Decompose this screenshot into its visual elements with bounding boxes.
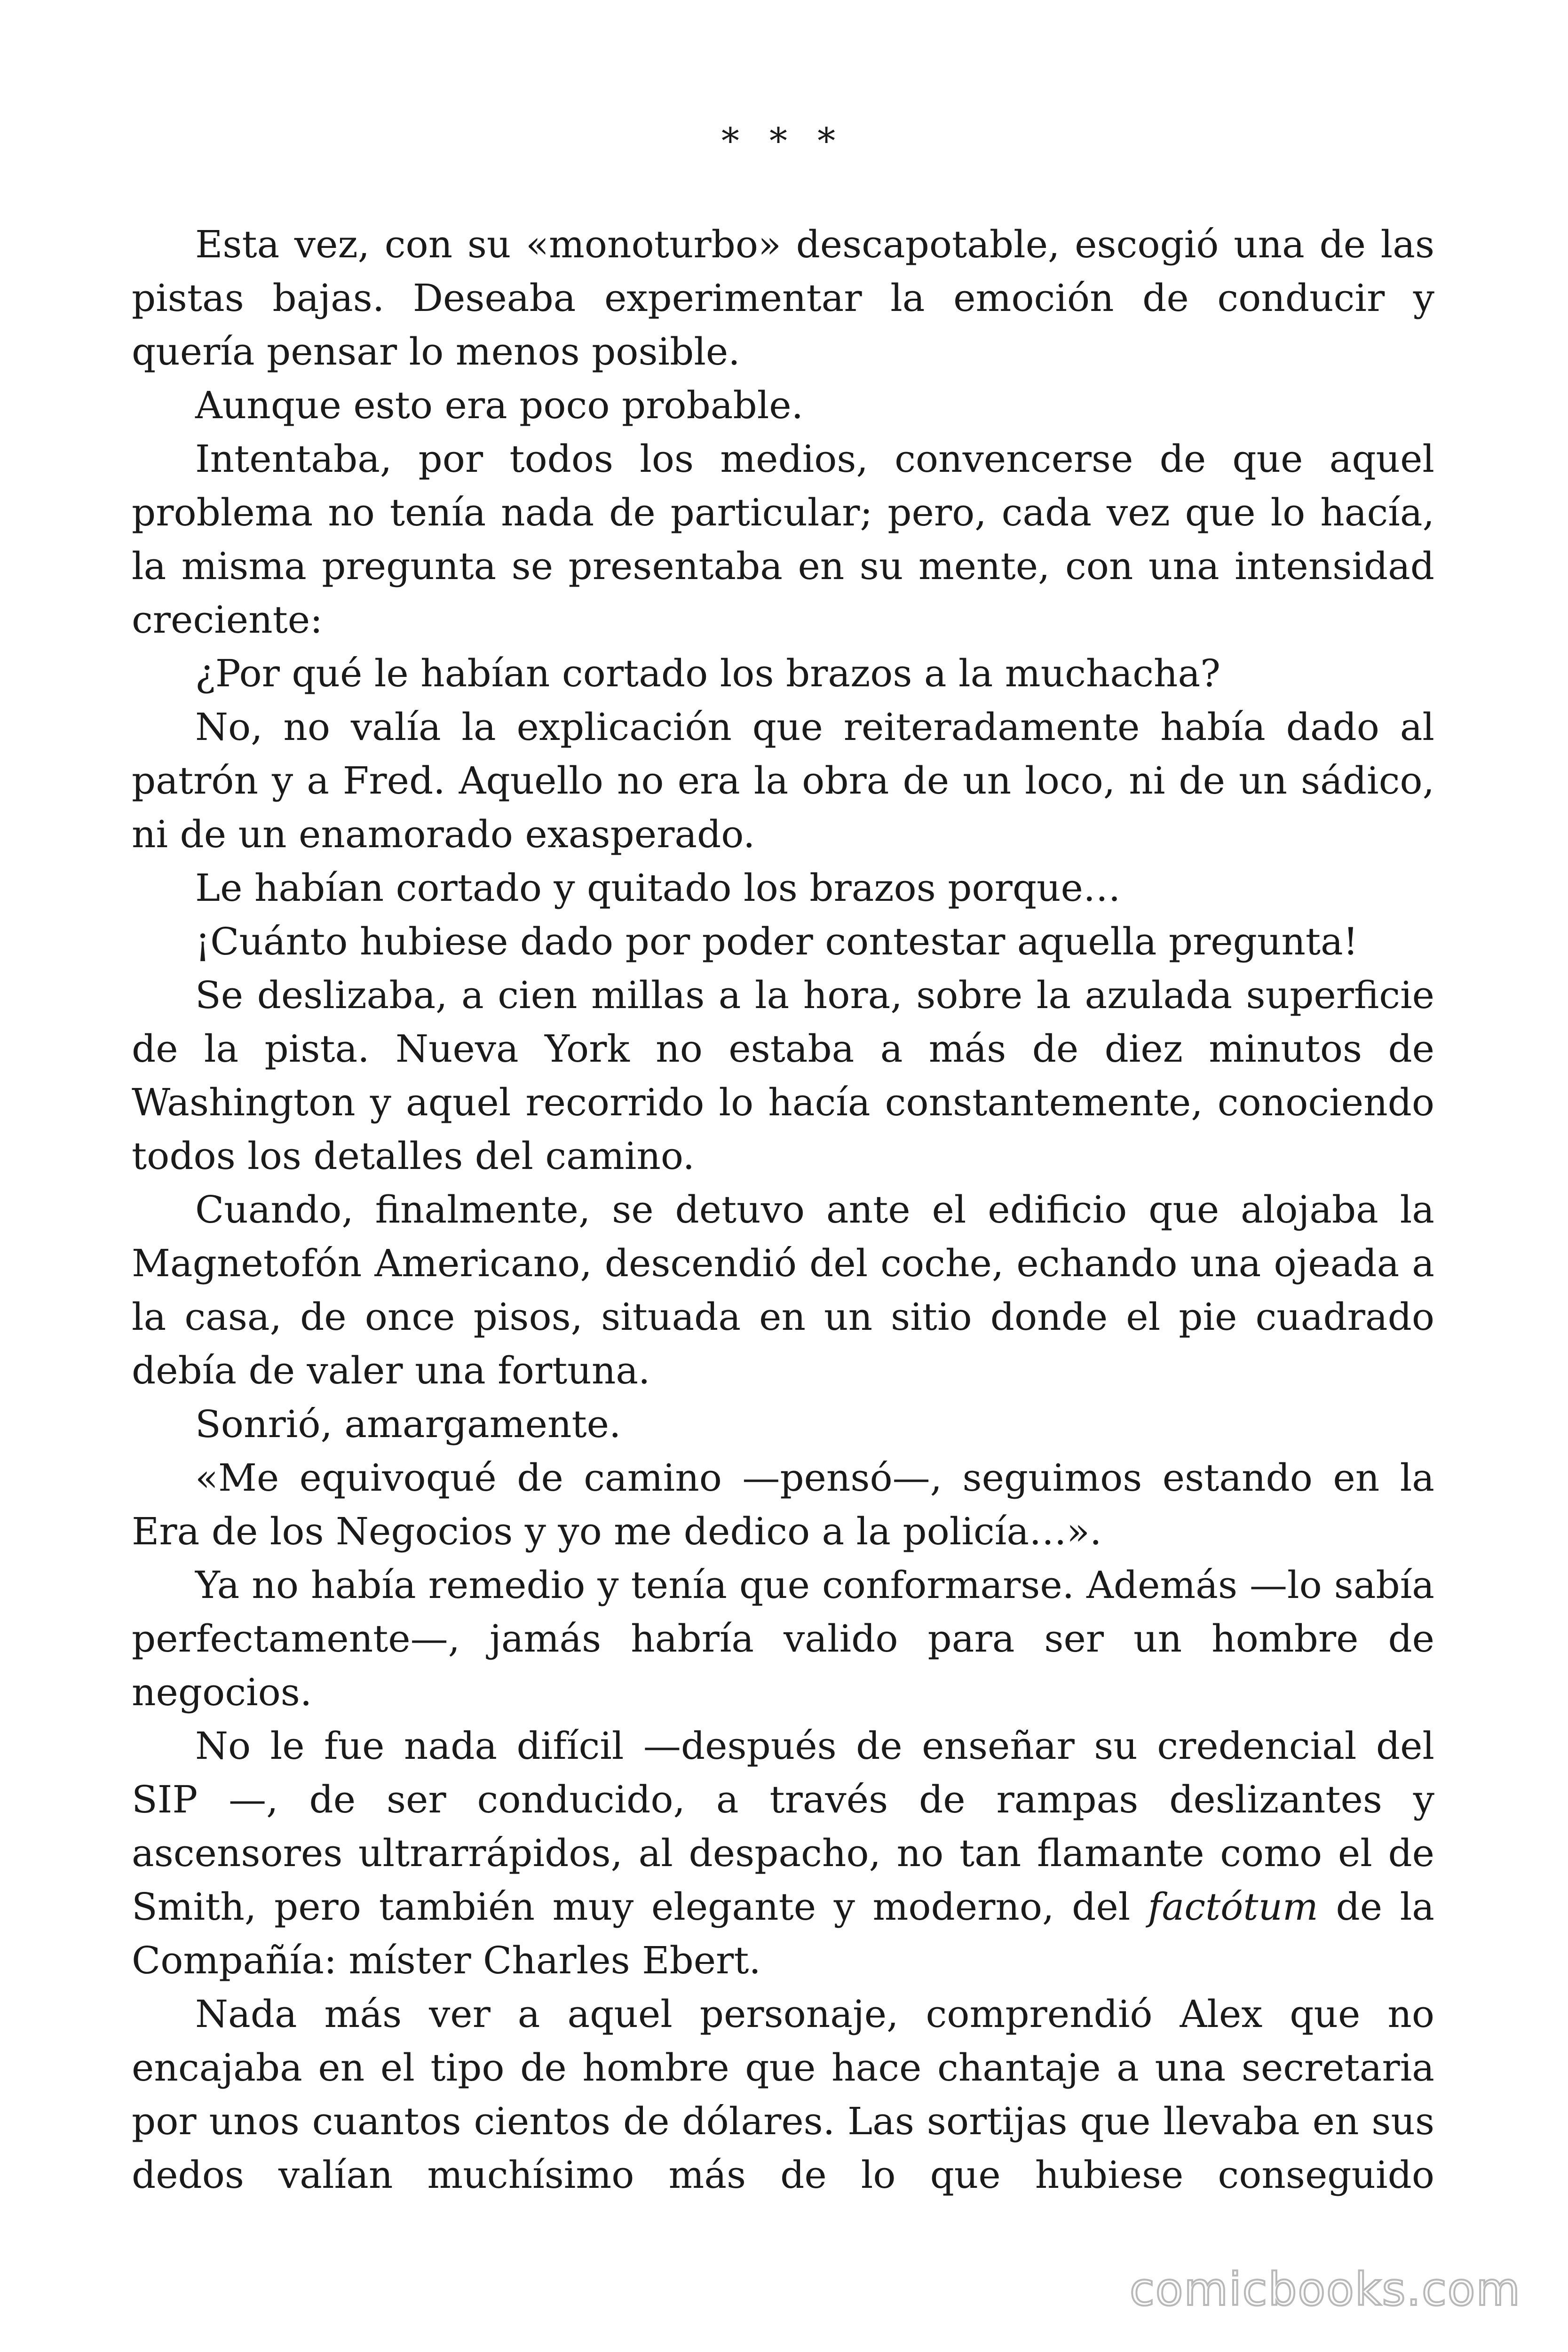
paragraph-text-after: de la Compañía: míster Charles Ebert.	[132, 1885, 1434, 1982]
paragraph: Sonrió, amargamente.	[195, 1402, 621, 1446]
paragraph: ¡Cuánto hubiese dado por poder contestar aquella pregunta!	[195, 920, 1358, 963]
paragraph: Le habían cortado y quitado los brazos porque…	[195, 866, 1121, 910]
paragraph: Aunque esto era poco probable.	[195, 383, 804, 427]
paragraph: No, no valía la explicación que reiteradamente había dado al patrón y a Fred. Aquello no era la obra de un loco, ni de un sádico, ni de un enamorado exasperado.	[132, 705, 1434, 856]
body-text	[132, 218, 1434, 2202]
paragraph-text-before: No le fue nada difícil —después de enseñar su credencial del SIP —, de ser conducido, a través de rampas deslizantes y ascensores ultrarrápidos, al despacho, no tan flamante como el de Smith, pero también muy elegante y moderno, del	[132, 1724, 1434, 1929]
paragraph: ¿Por qué le habían cortado los brazos a la muchacha?	[195, 652, 1221, 695]
italic-term: factótum	[1148, 1885, 1318, 1929]
paragraph: Esta vez, con su «monoturbo» descapotable, escogió una de las pistas bajas. Deseaba experimentar la emoción de conducir y quería pensar lo menos posible.	[132, 222, 1434, 373]
paragraph: Nada más ver a aquel personaje, comprendió Alex que no encajaba en el tipo de hombre que hace chantaje a una secretaria por unos cuantos cientos de dólares. Las sortijas que llevaba en sus dedos valían muchísimo más de lo que hubiese conseguido	[132, 1992, 1434, 2197]
paragraph: Se deslizaba, a cien millas a la hora, sobre la azulada superficie de la pista. Nueva York no estaba a más de diez minutos de Washington y aquel recorrido lo hacía constantemente, conociendo todos los detalles del camino.	[132, 973, 1434, 1178]
paragraph: «Me equivoqué de camino —pensó—, seguimos estando en la Era de los Negocios y yo me dedico a la policía…».	[132, 1456, 1434, 1553]
watermark-logo: comicbooks.com	[1129, 2263, 1521, 2316]
paragraph: Intentaba, por todos los medios, convencerse de que aquel problema no tenía nada de particular; pero, cada vez que lo hacía, la misma pregunta se presentaba en su mente, con una intensidad creciente:	[132, 437, 1434, 642]
section-separator: * * *	[721, 120, 845, 162]
paragraph: Ya no había remedio y tenía que conformarse. Además —lo sabía perfectamente—, jamás habría valido para ser un hombre de negocios.	[132, 1563, 1434, 1714]
book-page	[132, 0, 1434, 2352]
paragraph: Cuando, finalmente, se detuvo ante el edificio que alojaba la Magnetofón Americano, descendió del coche, echando una ojeada a la casa, de once pisos, situada en un sitio donde el pie cuadrado debía de valer una fortuna.	[132, 1188, 1434, 1392]
paragraph-with-italic	[132, 1719, 1434, 1987]
